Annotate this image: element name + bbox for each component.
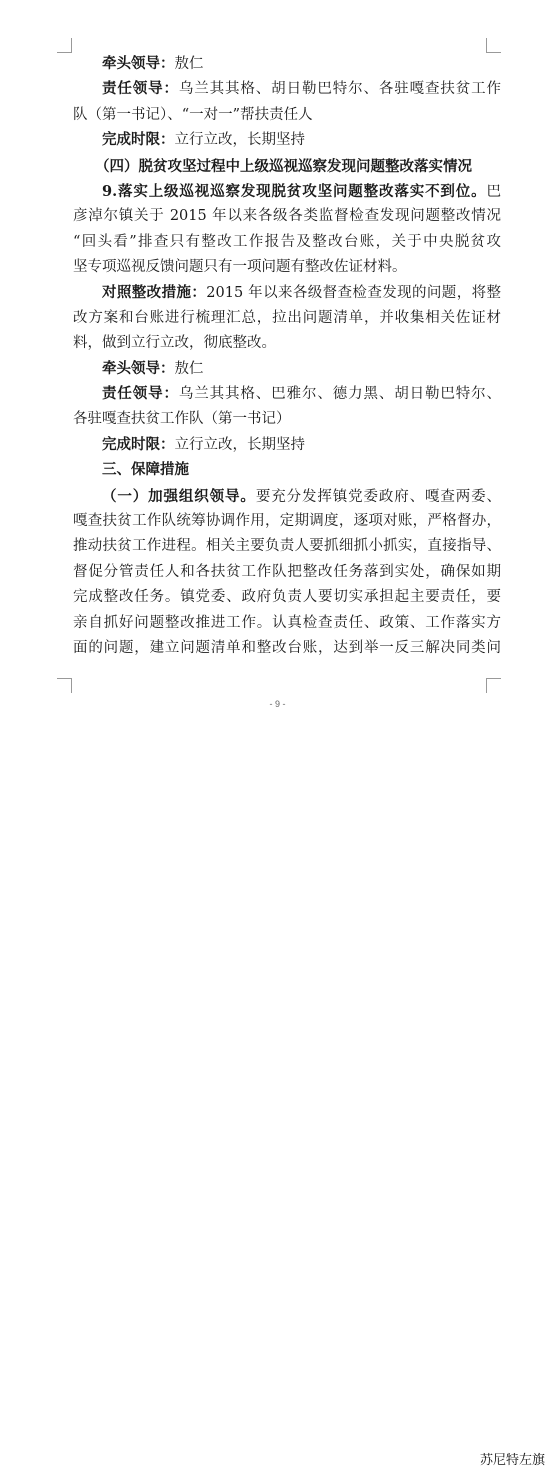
deadline-line-2 [73,433,501,458]
lead-leader-line-2 [73,357,501,382]
item-9-line-1 [73,179,501,204]
responsible-leader-line-2 [73,382,501,407]
responsible-leader-line-1 [73,77,501,102]
sub-1-line-3: 推动扶贫工作进程。相关主要负责人要抓细抓小抓实，直接指导、 [73,538,501,555]
responsible-leader-value: 乌兰其其格、巴雅尔、德力黑、胡日勒巴特尔、 [178,386,501,403]
deadline-value: 立行立改，长期坚持 [174,132,305,149]
sub-1-text: 要充分发挥镇党委政府、嘎查两委、 [255,488,501,505]
crop-mark-bottom-left [57,678,72,693]
item-9-line-2: 彦淖尔镇关于 2015 年以来各级各类监督检查发现问题整改情况 [73,208,501,225]
lead-leader-label: 牵头领导： [102,56,175,72]
sub-1-title: （一）加强组织领导。 [102,487,256,505]
measures-line-1 [73,281,501,306]
footer-bar [0,720,555,1468]
measures-line-3: 料，做到立行立改，彻底整改。 [73,335,276,352]
document-page [0,0,555,720]
section-3-heading: 三、保障措施 [102,462,189,479]
crop-mark-top-left [57,38,72,53]
lead-leader-label: 牵头领导： [102,360,175,377]
sub-1-line-7: 面的问题，建立问题清单和整改台账，达到举一反三解决同类问 [73,639,501,656]
deadline-value: 立行立改，长期坚持 [174,436,305,453]
responsible-leader-label: 责任领导： [102,386,179,403]
deadline-line-1 [73,128,501,153]
item-9-line-3: “回头看”排查只有整改工作报告及整改台账，关于中央脱贫攻 [73,233,501,250]
responsible-leader-cont: 队（第一书记）、“一对一”帮扶责任人 [73,106,313,123]
lead-leader-value: 敖仁 [174,56,204,72]
responsible-leader-cont: 各驻嘎查扶贫工作队（第一书记） [73,411,291,428]
sub-1-line-5: 完成整改任务。镇党委、政府负责人要切实承担起主要责任，要 [73,589,501,606]
lead-leader-value: 敖仁 [174,360,204,377]
deadline-label: 完成时限： [102,436,175,453]
lead-leader-line-1 [73,52,501,77]
document-body [73,52,501,661]
measures-text: 2015 年以来各级督查检查发现的问题，将整 [206,284,501,301]
responsible-leader-label: 责任领导： [102,81,179,98]
deadline-label: 完成时限： [102,132,175,149]
sub-1-line-6: 亲自抓好问题整改推进工作。认真检查责任、政策、工作落实方 [73,614,501,631]
sub-1-line-4: 督促分管责任人和各扶贫工作队把整改任务落到实处，确保如期 [73,563,501,580]
sub-1-line-2: 嘎查扶贫工作队统筹协调作用，定期调度，逐项对账，严格督办， [73,513,501,530]
item-9-line-4: 坚专项巡视反馈问题只有一项问题有整改佐证材料。 [73,259,407,276]
source-caption: 苏尼特左旗 [479,1453,545,1468]
sub-1-line-1 [73,484,501,509]
responsible-leader-value: 乌兰其其格、胡日勒巴特尔、各驻嘎查扶贫工作 [178,81,501,98]
item-9-text: 巴 [486,183,501,200]
crop-mark-top-right [486,38,501,53]
measures-label: 对照整改措施： [102,284,207,301]
section-4-heading: （四）脱贫攻坚过程中上级巡视巡察发现问题整改落实情况 [95,157,472,175]
measures-line-2: 改方案和台账进行梳理汇总，拉出问题清单，并收集相关佐证材 [73,309,501,326]
crop-mark-bottom-right [486,678,501,693]
page-number: - 9 - [269,699,286,709]
item-9-title: 9.落实上级巡视巡察发现脱贫攻坚问题整改落实不到位。 [102,182,487,200]
